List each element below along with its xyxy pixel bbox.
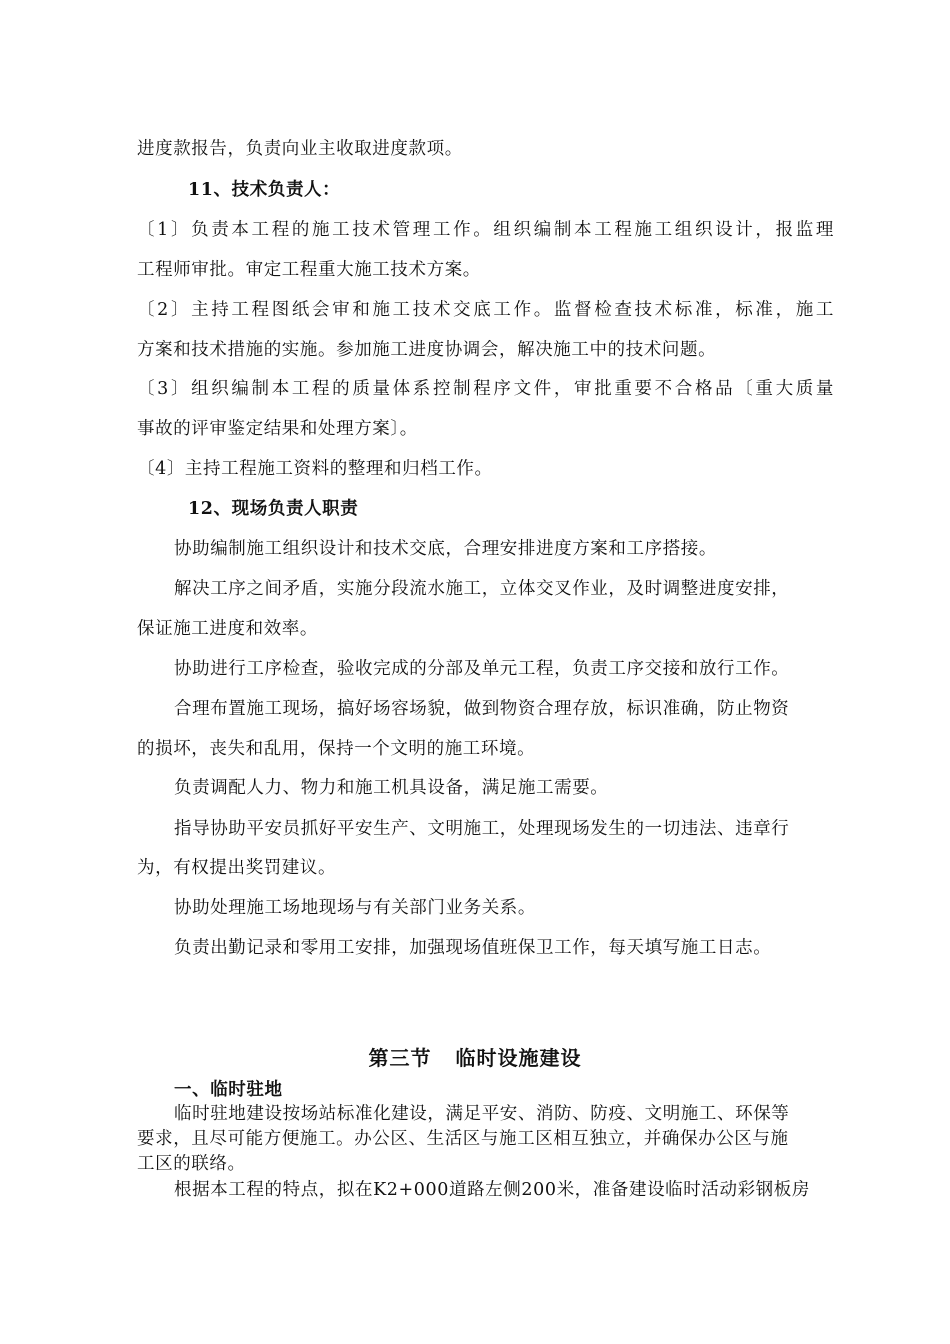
paragraph-line: 工区的联络。 xyxy=(137,1154,246,1174)
paragraph-line: 为，有权提出奖罚建议。 xyxy=(137,858,337,878)
paragraph-line: 临时驻地建设按场站标准化建设，满足平安、消防、防疫、文明施工、环保等 xyxy=(174,1104,790,1124)
paragraph-line: 指导协助平安员抓好平安生产、文明施工，处理现场发生的一切违法、违章行 xyxy=(174,819,790,839)
paragraph-line: 协助编制施工组织设计和技术交底，合理安排进度方案和工序搭接。 xyxy=(174,539,717,559)
heading-temporary-camp: 一、临时驻地 xyxy=(174,1080,283,1100)
paragraph-line: 方案和技术措施的实施。参加施工进度协调会，解决施工中的技术问题。 xyxy=(137,340,717,360)
paragraph-line: 〔4〕主持工程施工资料的整理和归档工作。 xyxy=(137,459,493,479)
paragraph-line: 负责调配人力、物力和施工机具设备，满足施工需要。 xyxy=(174,778,609,798)
heading-site-lead: 12、现场负责人职责 xyxy=(188,499,359,519)
paragraph-line: 解决工序之间矛盾，实施分段流水施工，立体交叉作业，及时调整进度安排， xyxy=(174,579,790,599)
paragraph-line: 负责出勤记录和零用工安排，加强现场值班保卫工作，每天填写施工日志。 xyxy=(174,938,772,958)
paragraph-line: 协助处理施工场地现场与有关部门业务关系。 xyxy=(174,898,536,918)
section-number: 第三节 xyxy=(368,1046,432,1070)
section-title xyxy=(0,1044,950,1072)
paragraph-line: 合理布置施工现场，搞好场容场貌，做到物资合理存放，标识准确，防止物资 xyxy=(174,699,790,719)
paragraph-line: 的损坏，丧失和乱用，保持一个文明的施工环境。 xyxy=(137,739,536,759)
paragraph-line: 〔3〕组织编制本工程的质量体系控制程序文件，审批重要不合格品〔重大质量 xyxy=(137,379,834,399)
paragraph-line: 〔2〕主持工程图纸会审和施工技术交底工作。监督检查技术标准，标准，施工 xyxy=(137,300,834,320)
paragraph-line: 进度款报告，负责向业主收取进度款项。 xyxy=(137,139,463,159)
paragraph-line: 事故的评审鉴定结果和处理方案〕。 xyxy=(137,419,418,439)
paragraph-line: 要求，且尽可能方便施工。办公区、生活区与施工区相互独立，并确保办公区与施 xyxy=(137,1129,789,1149)
heading-technical-lead: 11、技术负责人： xyxy=(188,180,341,200)
section-name: 临时设施建设 xyxy=(455,1046,582,1070)
paragraph-line: 保证施工进度和效率。 xyxy=(137,619,318,639)
paragraph-line: 工程师审批。审定工程重大施工技术方案。 xyxy=(137,260,481,280)
paragraph-line: 协助进行工序检查，验收完成的分部及单元工程，负责工序交接和放行工作。 xyxy=(174,659,790,679)
paragraph-line: 根据本工程的特点，拟在K2+000道路左侧200米，准备建设临时活动彩钢板房 xyxy=(174,1180,810,1200)
paragraph-line: 〔1〕负责本工程的施工技术管理工作。组织编制本工程施工组织设计，报监理 xyxy=(137,220,834,240)
